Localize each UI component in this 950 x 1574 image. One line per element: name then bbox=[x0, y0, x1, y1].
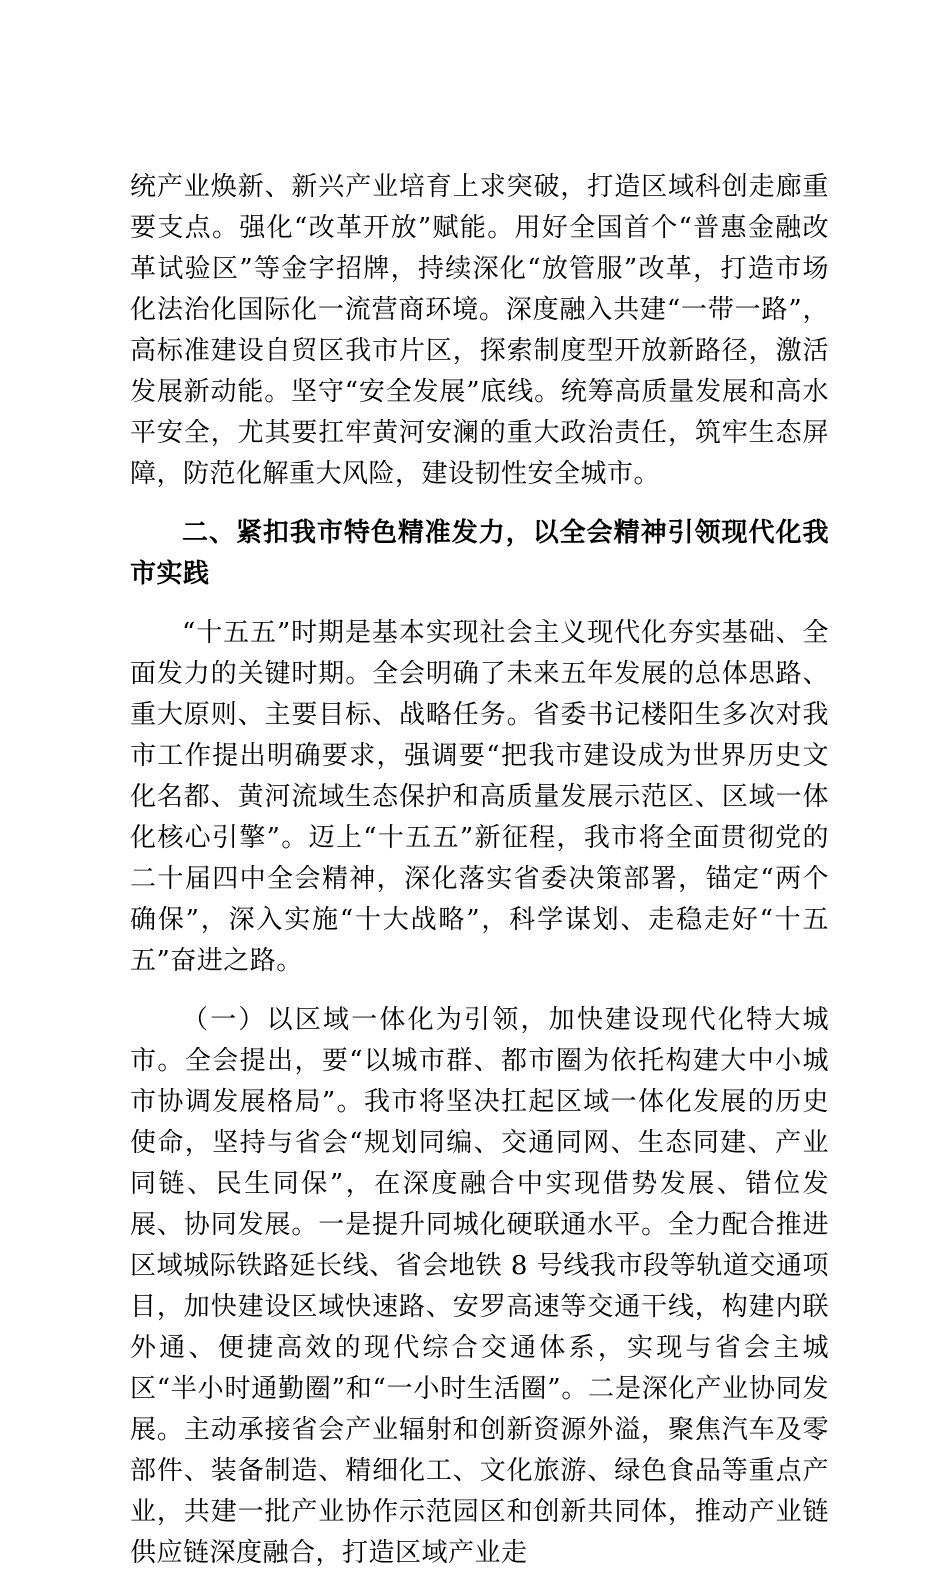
section-heading: 二、紧扣我市特色精准发力，以全会精神引领现代化我市实践 bbox=[130, 518, 829, 589]
paragraph-continued: 统产业焕新、新兴产业培育上求突破，打造区域科创走廊重要支点。强化“改革开放”赋能。用好全国首个“普惠金融改革试验区”等金字招牌，持续深化“放管服”改革，打造市场化法治化国际化一流营商环境。深度融入共建“一带一路”，高标准建设自贸区我市片区，探索制度型开放新路径，激活发展新动能。坚守“安全发展”底线。统筹高质量发展和高水平安全，尤其要扛牢黄河安澜的重大政治责任，筑牢生态屏障，防范化解重大风险，建设韧性安全城市。 bbox=[130, 172, 829, 489]
paragraph-subsection-1: （一）以区域一体化为引领，加快建设现代化特大城市。全会提出，要“以城市群、都市圈为依托构建大中小城市协调发展格局”。我市将坚决扛起区域一体化发展的历史使命，坚持与省会“规划同编、交通同网、生态同建、产业同链、民生同保”，在深度融合中实现借势发展、错位发展、协同发展。一是提升同城化硬联通水平。全力配合推进区域城际铁路延长线、省会地铁 8 号线我市段等轨道交通项目，加快建设区域快速路、安罗高速等交通干线，构建内联外通、便捷高效的现代综合交通体系，实现与省会主城区“半小时通勤圈”和“一小时生活圈”。二是深化产业协同发展。主动承接省会产业辐射和创新资源外溢，聚焦汽车及零部件、装备制造、精细化工、文化旅游、绿色食品等重点产业，共建一批产业协作示范园区和创新共同体，推动产业链供应链深度融合，打造区域产业走 bbox=[130, 1005, 829, 1568]
paragraph-intro: “十五五”时期是基本实现社会主义现代化夯实基础、全面发力的关键时期。全会明确了未来五年发展的总体思路、重大原则、主要目标、战略任务。省委书记楼阳生多次对我市工作提出明确要求，强调要“把我市建设成为世界历史文化名都、黄河流域生态保护和高质量发展示范区、区域一体化核心引擎”。迈上“十五五”新征程，我市将全面贯彻党的二十届四中全会精神，深化落实省委决策部署，锚定“两个确保”，深入实施“十大战略”，科学谋划、走稳走好“十五五”奋进之路。 bbox=[130, 618, 829, 976]
